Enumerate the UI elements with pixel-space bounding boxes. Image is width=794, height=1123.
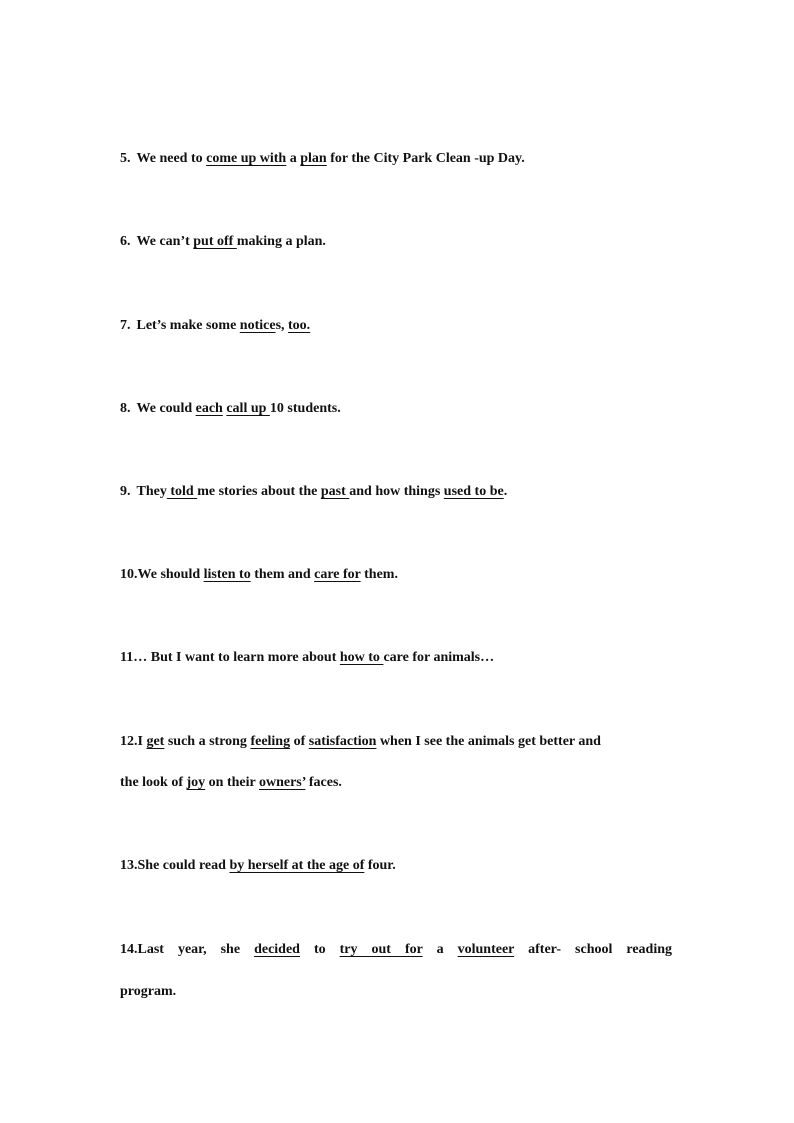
sentence-number: 14. <box>120 942 138 957</box>
underlined-phrase: volunteer <box>457 942 515 957</box>
text: . <box>503 484 508 499</box>
text: me stories about the <box>197 484 321 499</box>
sentence-9 <box>120 483 672 501</box>
text: the look of <box>120 775 187 790</box>
text: But I want to learn more about <box>147 650 340 665</box>
underlined-phrase: get <box>146 734 165 749</box>
sentence-13 <box>120 857 672 875</box>
text: We should <box>137 567 204 582</box>
sentence-number: 9. <box>120 484 131 499</box>
text: and how things <box>349 484 444 499</box>
underlined-phrase: feeling <box>250 734 291 749</box>
text: 10 students. <box>269 401 341 416</box>
underlined-phrase: put off <box>193 234 237 249</box>
text: four. <box>364 858 396 873</box>
underlined-phrase: care for <box>314 567 361 582</box>
underlined-phrase: try out for <box>339 942 423 957</box>
text: when I see the animals get better and <box>376 734 601 749</box>
sentence-number: 8. <box>120 401 131 416</box>
text: We need to <box>136 151 207 166</box>
underlined-phrase: satisfaction <box>308 734 377 749</box>
sentence-12 <box>120 733 672 751</box>
underlined-phrase: how to <box>339 650 384 665</box>
sentence-14 <box>120 941 672 959</box>
text: after- school reading <box>514 942 673 957</box>
text: care for animals… <box>383 650 495 665</box>
sentence-number: 13. <box>120 858 138 873</box>
underlined-phrase: plan <box>300 151 327 166</box>
text: them. <box>360 567 398 582</box>
text: on their <box>205 775 259 790</box>
text: to <box>299 942 340 957</box>
sentence-7 <box>120 317 672 335</box>
underlined-phrase: come up with <box>206 151 287 166</box>
text: She could read <box>137 858 230 873</box>
sentence-number: 10. <box>120 567 138 582</box>
text: for the City Park Clean -up Day. <box>326 151 525 166</box>
text: s, <box>275 318 289 333</box>
text: a <box>286 151 301 166</box>
text: them and <box>250 567 315 582</box>
underlined-phrase: past <box>320 484 350 499</box>
text: I <box>137 734 147 749</box>
sentence-8 <box>120 400 672 418</box>
text: We could <box>136 401 196 416</box>
text: of <box>290 734 309 749</box>
sentence-5 <box>120 150 672 168</box>
underlined-phrase: too. <box>288 318 311 333</box>
text: such a strong <box>164 734 251 749</box>
text: Last year, she <box>137 942 255 957</box>
sentence-6 <box>120 233 672 251</box>
underlined-phrase: decided <box>254 942 300 957</box>
underlined-phrase: joy <box>186 775 206 790</box>
underlined-phrase: by herself at the age of <box>229 858 365 873</box>
sentence-number: 11… <box>120 650 148 665</box>
sentence-11 <box>120 649 672 667</box>
text: They <box>136 484 167 499</box>
underlined-phrase: told <box>166 484 198 499</box>
sentence-number: 6. <box>120 234 131 249</box>
sentence-number: 12. <box>120 734 138 749</box>
sentence-10 <box>120 566 672 584</box>
text: a <box>422 942 458 957</box>
sentence-number: 5. <box>120 151 131 166</box>
text: making a plan. <box>236 234 326 249</box>
text: program. <box>120 984 177 999</box>
text: We can’t <box>136 234 194 249</box>
underlined-phrase: owners’ <box>258 775 306 790</box>
underlined-phrase: listen to <box>203 567 251 582</box>
underlined-phrase: notice <box>239 318 276 333</box>
underlined-phrase: call up <box>226 401 270 416</box>
underlined-phrase: used to be <box>443 484 504 499</box>
text: faces. <box>305 775 342 790</box>
sentence-12-continuation <box>120 774 672 792</box>
underlined-phrase: each <box>195 401 223 416</box>
text: Let’s make some <box>136 318 240 333</box>
sentence-14-continuation <box>120 983 672 1001</box>
sentence-number: 7. <box>120 318 131 333</box>
